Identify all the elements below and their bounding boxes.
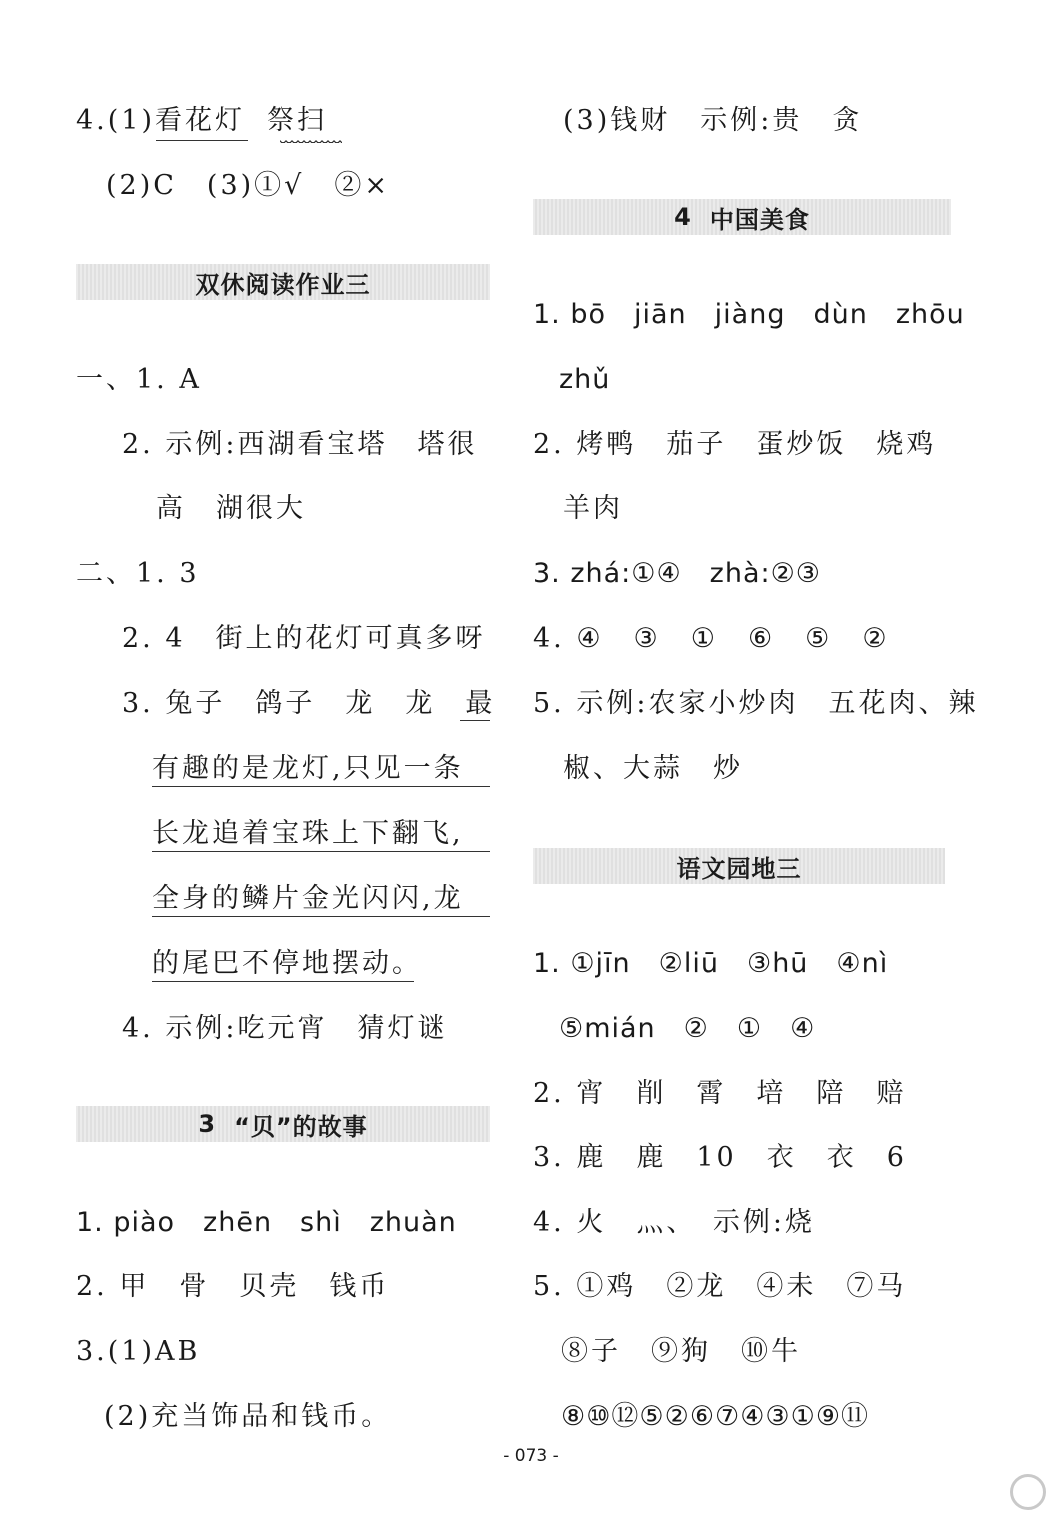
answer-3-3: 3.(1)AB [76, 1336, 201, 1367]
answer-4-2: (2)C (3)①√ ②× [106, 170, 390, 201]
answer-s2-3d: 全身的鳞片金光闪闪,龙 [152, 883, 464, 914]
answer-4-5b: 椒、大蒜 炒 [563, 753, 743, 784]
answer-g5c: ⑧⑩⑫⑤②⑥⑦④③①⑨⑪ [561, 1401, 870, 1432]
underline [152, 851, 490, 852]
answer-4-2a: 2. 烤鸭 茄子 蛋炒饭 烧鸡 [533, 429, 937, 460]
page-number: - 073 - [503, 1446, 559, 1466]
answer-g5b: ⑧子 ⑨狗 ⑩牛 [561, 1336, 801, 1367]
answer-s2-3b: 有趣的是龙灯,只见一条 [152, 753, 464, 784]
answer-s2-3a-text: 3. 兔子 鸽子 龙 龙 [122, 688, 466, 719]
answer-3-2: 2. 甲 骨 贝壳 钱币 [76, 1271, 390, 1302]
answer-s1-2a: 2. 示例:西湖看宝塔 塔很 [122, 429, 478, 460]
answer-4-1-b: 祭扫 [267, 105, 328, 136]
lesson-4-number: 4 [674, 203, 692, 231]
answer-4-1a: 1. bō jiān jiàng dùn zhōu [533, 299, 965, 330]
section-header-lesson-3 [76, 1106, 490, 1142]
underline-wavy [280, 140, 342, 146]
answer-4-1-a: 看花灯 [155, 105, 246, 136]
underline-straight [156, 140, 248, 141]
answer-4-1 [76, 104, 327, 138]
lesson-3-title: “贝”的故事 [234, 1112, 368, 1141]
answer-s1-1: 一、1. A [76, 364, 202, 395]
answer-g1b: ⑤mián ② ① ④ [559, 1013, 816, 1044]
section-header-weekend: 双休阅读作业三 [76, 264, 490, 300]
answer-4-5a: 5. 示例:农家小炒肉 五花肉、辣 [533, 688, 979, 719]
answer-4-3: 3. zhá:①④ zhà:②③ [533, 558, 822, 589]
answer-g3: 3. 鹿 鹿 10 衣 衣 6 [533, 1142, 907, 1173]
underline [152, 916, 490, 917]
answer-s2-3a [122, 687, 495, 721]
underline [152, 786, 490, 787]
answer-g4: 4. 火 灬、 示例:烧 [533, 1207, 815, 1238]
underline [460, 720, 490, 721]
watermark-circle-icon [1010, 1474, 1046, 1510]
answer-g1a: 1. ①jīn ②liū ③hū ④nì [533, 948, 889, 979]
answer-s1-2b: 高 湖很大 [156, 493, 306, 524]
answer-4-2b: 羊肉 [563, 493, 623, 524]
answer-3-1: 1. piào zhēn shì zhuàn [76, 1207, 457, 1238]
answer-s2-3a-underlined: 最 [465, 688, 496, 719]
answer-s2-3c: 长龙追着宝珠上下翻飞, [152, 818, 464, 849]
answer-4-4: 4. ④ ③ ① ⑥ ⑤ ② [533, 623, 890, 654]
answer-s2-3e: 的尾巴不停地摆动。 [152, 948, 422, 979]
section-header-garden: 语文园地三 [533, 848, 945, 884]
section-header-lesson-4 [533, 199, 951, 235]
lesson-4-title: 中国美食 [709, 205, 810, 234]
answer-3-4: (2)充当饰品和钱币。 [104, 1401, 392, 1432]
answer-s2-2: 2. 4 街上的花灯可真多呀 [122, 623, 486, 654]
watermark-logo [898, 1472, 1048, 1530]
answer-g2: 2. 宵 削 霄 培 陪 赔 [533, 1078, 907, 1109]
answer-r0: (3)钱财 示例:贵 贪 [563, 105, 863, 136]
answer-g5a: 5. ①鸡 ②龙 ④未 ⑦马 [533, 1271, 907, 1302]
answer-s2-4: 4. 示例:吃元宵 猜灯谜 [122, 1013, 448, 1044]
answer-4-1-num: 4.(1) [76, 105, 156, 136]
answer-4-1b: zhǔ [559, 364, 611, 395]
lesson-3-number: 3 [198, 1110, 217, 1138]
answer-s2-1: 二、1. 3 [76, 558, 200, 589]
underline [152, 981, 414, 982]
